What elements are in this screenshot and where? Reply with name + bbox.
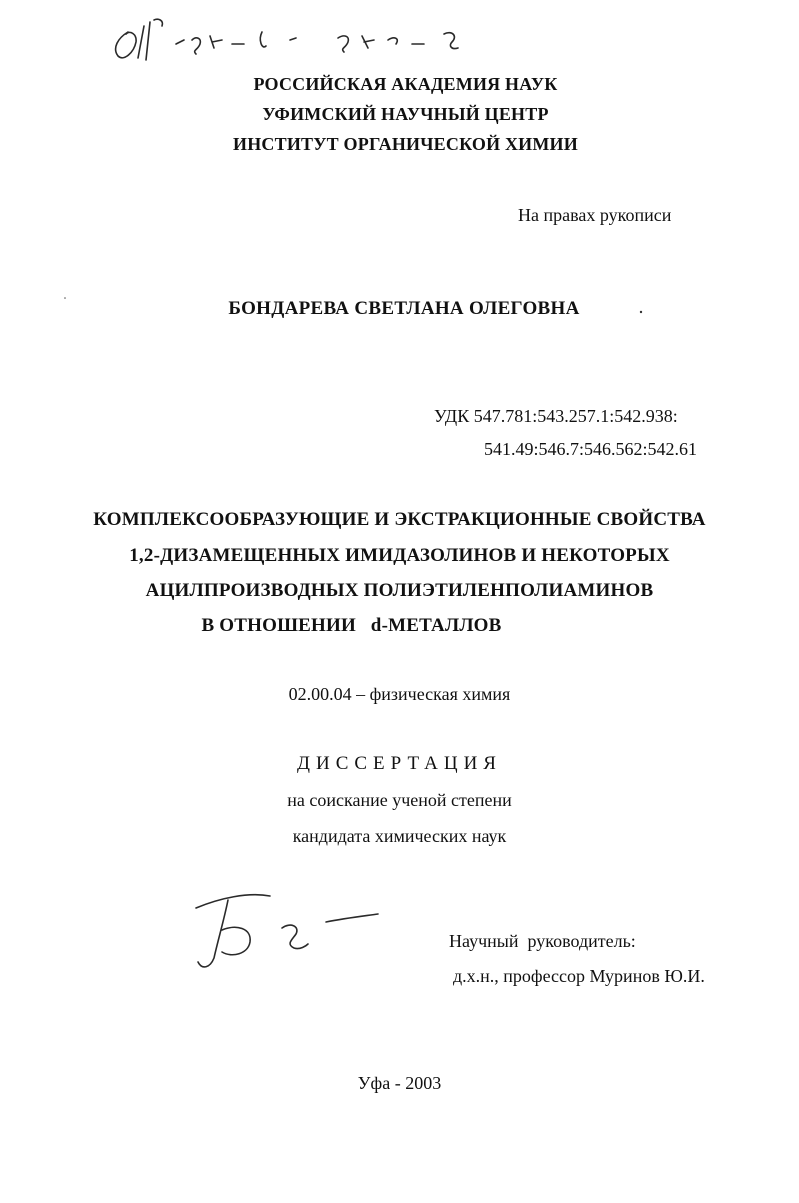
title-line-2: 1,2-ДИЗАМЕЩЕННЫХ ИМИДАЗОЛИНОВ И НЕКОТОРЫХ bbox=[129, 545, 670, 566]
signature-drawing bbox=[196, 895, 378, 967]
udk-line-2: 541.49:546.7:546.562:542.61 bbox=[484, 439, 698, 459]
institution-line-academy: РОССИЙСКАЯ АКАДЕМИЯ НАУК bbox=[253, 74, 558, 94]
institution-line-institute: ИНСТИТУТ ОРГАНИЧЕСКОЙ ХИМИИ bbox=[233, 134, 578, 154]
author-name: БОНДАРЕВА СВЕТЛАНА ОЛЕГОВНА bbox=[228, 298, 580, 319]
udk-line-1: УДК 547.781:543.257.1:542.938: bbox=[434, 406, 678, 426]
title-line-4: В ОТНОШЕНИИ d-МЕТАЛЛОВ bbox=[201, 615, 502, 636]
archive-number-scribble bbox=[116, 19, 458, 60]
degree-line-2: кандидата химических наук bbox=[292, 826, 507, 846]
rights-note: На правах рукописи bbox=[518, 205, 672, 225]
advisor-label: Научный руководитель: bbox=[449, 931, 636, 951]
advisor-name: д.х.н., профессор Муринов Ю.И. bbox=[453, 966, 705, 986]
degree-line-1: на соискание ученой степени bbox=[287, 790, 512, 810]
city-year: Уфа - 2003 bbox=[357, 1073, 442, 1093]
specialty-code: 02.00.04 – физическая химия bbox=[288, 684, 511, 704]
title-line-1: КОМПЛЕКСООБРАЗУЮЩИЕ И ЭКСТРАКЦИОННЫЕ СВОЙСТВА bbox=[93, 509, 706, 530]
document-type: ДИССЕРТАЦИЯ bbox=[297, 753, 502, 774]
title-line-3: АЦИЛПРОИЗВОДНЫХ ПОЛИЭТИЛЕНПОЛИАМИНОВ bbox=[145, 580, 654, 601]
institution-line-center: УФИМСКИЙ НАУЧНЫЙ ЦЕНТР bbox=[262, 104, 549, 124]
